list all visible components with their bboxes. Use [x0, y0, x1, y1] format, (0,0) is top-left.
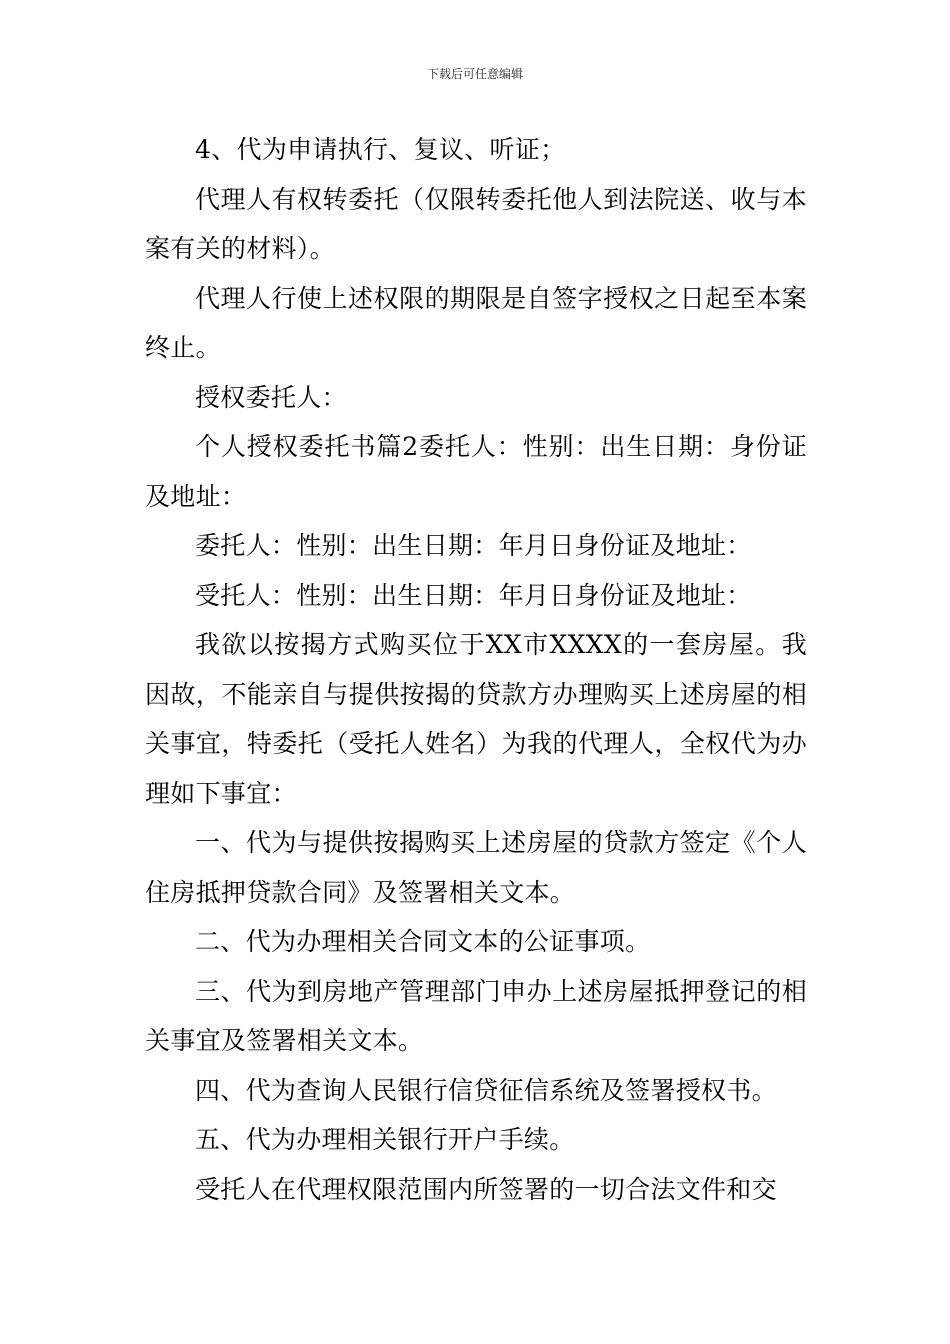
paragraph-item-1-loan-contract: 一、代为与提供按揭购买上述房屋的贷款方签定《个人住房抵押贷款合同》及签署相关文本。: [145, 828, 807, 907]
paragraph-sub-delegation: 代理人有权转委托（仅限转委托他人到法院送、收与本案有关的材料）。: [145, 184, 807, 263]
document-body: [145, 125, 807, 1214]
paragraph-purchase-statement: 我欲以按揭方式购买位于XX市XXXX的一套房屋。我因故，不能亲自与提供按揭的贷款方办理购买上述房屋的相关事宜，特委托（受托人姓名）为我的代理人，全权代为办理如下事宜：: [145, 630, 807, 808]
paragraph-item-5-bank-account: 五、代为办理相关银行开户手续。: [195, 1125, 575, 1154]
paragraph-principal-signature: 授权委托人：: [195, 382, 347, 412]
paragraph-item-4-credit-query: 四、代为查询人民银行信贷征信系统及签署授权书。: [195, 1075, 777, 1105]
paragraph-agent-scope: 受托人在代理权限范围内所签署的一切合法文件和交: [195, 1174, 777, 1204]
paragraph-principal-info: 委托人：性别：出生日期：年月日身份证及地址：: [195, 531, 752, 560]
paragraph-document-2-heading: 个人授权委托书篇2委托人：性别：出生日期：身份证及地址：: [145, 432, 807, 511]
paragraph-item-2-notarization: 二、代为办理相关合同文本的公证事项。: [195, 927, 651, 956]
paragraph-item-3-mortgage-registration: 三、代为到房地产管理部门申办上述房屋抵押登记的相关事宜及签署相关文本。: [145, 976, 807, 1055]
paragraph-execution-review: 4、代为申请执行、复议、听证；: [195, 135, 566, 164]
page-header: 下载后可任意编辑: [426, 67, 523, 81]
paragraph-authority-period: 代理人行使上述权限的期限是自签字授权之日起至本案终止。: [145, 283, 807, 362]
paragraph-agent-info: 受托人：性别：出生日期：年月日身份证及地址：: [195, 580, 752, 610]
